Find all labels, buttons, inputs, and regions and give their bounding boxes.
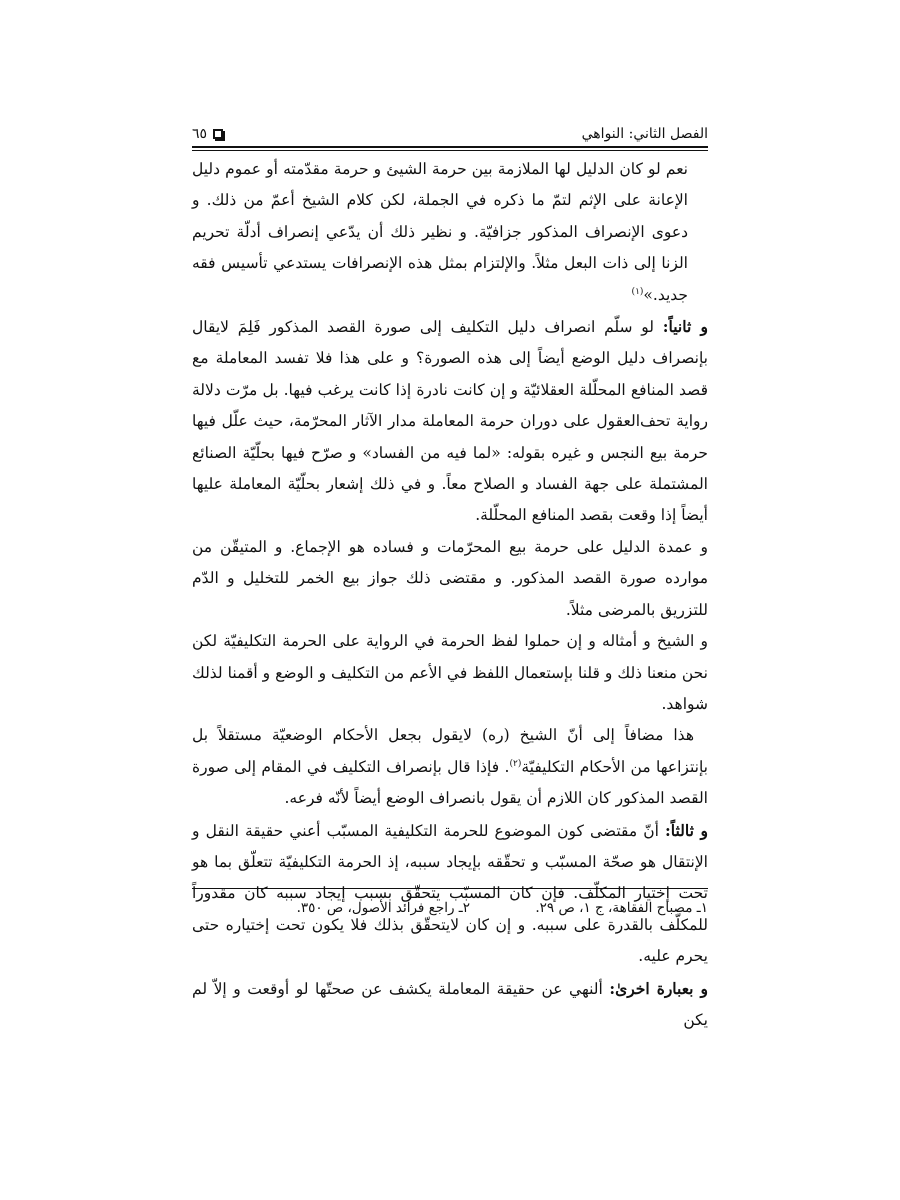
paragraph-in-other-words: و بعبارة اخرىٰ: ألنهي عن حقيقة المعاملة يكشف عن صحتّها لو أوقعت و إلاّ لم يكن [192, 978, 709, 1029]
header-rule [192, 146, 708, 151]
running-header [192, 114, 708, 142]
quoted-passage: نعم لو كان الدليل لها الملازمة بين حرمة الشيئ و حرمة مقدّمته أو عموم دليل الإعانة على الإثم لتمّ ما ذكره في الجملة، لكن كلام الشيخ أعمّ من ذلك. و دعوى الإنصراف المذكور جزافيّة. و نظير ذلك أن يدّعي إنصراف أدلّة تحريم الزنا إلى ذات البعل مثلاً. والإلتزام بمثل هذه الإنصرافات يستدعي تأسيس فقه جديد.»$^{(١)}$ [192, 160, 688, 304]
footnote-1: ١ـ مصباح الفقاهة، ج ١، ص ٢٩. [535, 900, 708, 916]
footnote-ref-1: (١) [631, 286, 644, 297]
paragraph-addition: هذا مضافاً إلى أنّ الشيخ (ره) لايقول بجعل الأحكام الوضعيّة مستقلاً بل بإنتزاعها من الأحكام التكليفيّة$^{(٢)}$. فإذا قال بإنصراف التكليف في المقام إلى صورة القصد المذكور كان اللازم أن يقول بانصراف الوضع أيضاً لأنّه فرعه. [192, 726, 708, 808]
page-number: ٦٥ [192, 126, 208, 142]
chapter-title: الفصل الثاني: النواهي [581, 126, 708, 142]
paragraph-lead: و ثانياً: [662, 317, 708, 337]
paragraph-thirdly: و ثالثاً: أنّ مقتضى كون الموضوع للحرمة التكليفية المسبّب أعني حقيقة النقل و الإنتقال هو صحّة المسبّب و تحقّقه بإيجاد سببه، إذ الحرمة التكليفيّة تتعلّق بما هو تحت إختيار المكلّف. فإن كان المسبّب يتحقّق بسبب إيجاد سببه كان مقدوراً للمكلّف بالقدرة على سببه. و إن كان لايتحقّق بذلك فلا يكون تحت إختياره حتى يحرم عليه. [192, 820, 708, 966]
footnote-2: ٢ـ راجع فرائد الأصول، ص ٣٥٠. [296, 900, 470, 916]
paragraph-lead: و بعبارة اخرىٰ: [609, 978, 709, 998]
paragraph-sheikh: و الشيخ و أمثاله و إن حملوا لفظ الحرمة في الرواية على الحرمة التكليفيّة لكن نحن منعنا ذلك و قلنا بإستعمال اللفظ في الأعم من التكليف و الوضع و أقمنا لذلك شواهد. [192, 632, 708, 713]
paragraph-secondly: و ثانياً: لو سلّم انصراف دليل التكليف إلى صورة القصد المذكور فَلِمَ لايقال بإنصراف دليل الوضع أيضاً إلى هذه الصورة؟ و على هذا فلا تفسد المعاملة مع قصد المنافع المحلّلة العقلائيّة و إن كانت نادرة إذا كانت يرغب فيها. بل مرّت دلالة رواية تحف‌العقول على دوران حرمة المعاملة مدار الآثار المحرّمة، حيث علّل فيها حرمة بيع النجس و غيره بقوله: «لما فيه من الفساد» و صرّح فيها بحلّيّة الصنائع المشتملة على جهة الفساد و الصلاح معاً. و في ذلك إشعار بحلّيّة المعاملة عليها أيضاً إذا وقعت بقصد المنافع المحلّلة. [192, 317, 708, 525]
page-number-group [192, 126, 223, 142]
page-marker-square-icon [213, 129, 223, 139]
footnote-rule [192, 888, 708, 889]
paragraph-consensus: و عمدة الدليل على حرمة بيع المحرّمات و فساده هو الإجماع. و المتيقّن من موارده صورة القصد المذكور. و مقتضى ذلك جواز بيع الخمر للتخليل و الدّم للتزريق بالمرضى مثلاً. [192, 537, 708, 619]
paragraph-lead: و ثالثاً: [665, 820, 708, 840]
footnote-ref-2: (٢) [509, 758, 522, 769]
